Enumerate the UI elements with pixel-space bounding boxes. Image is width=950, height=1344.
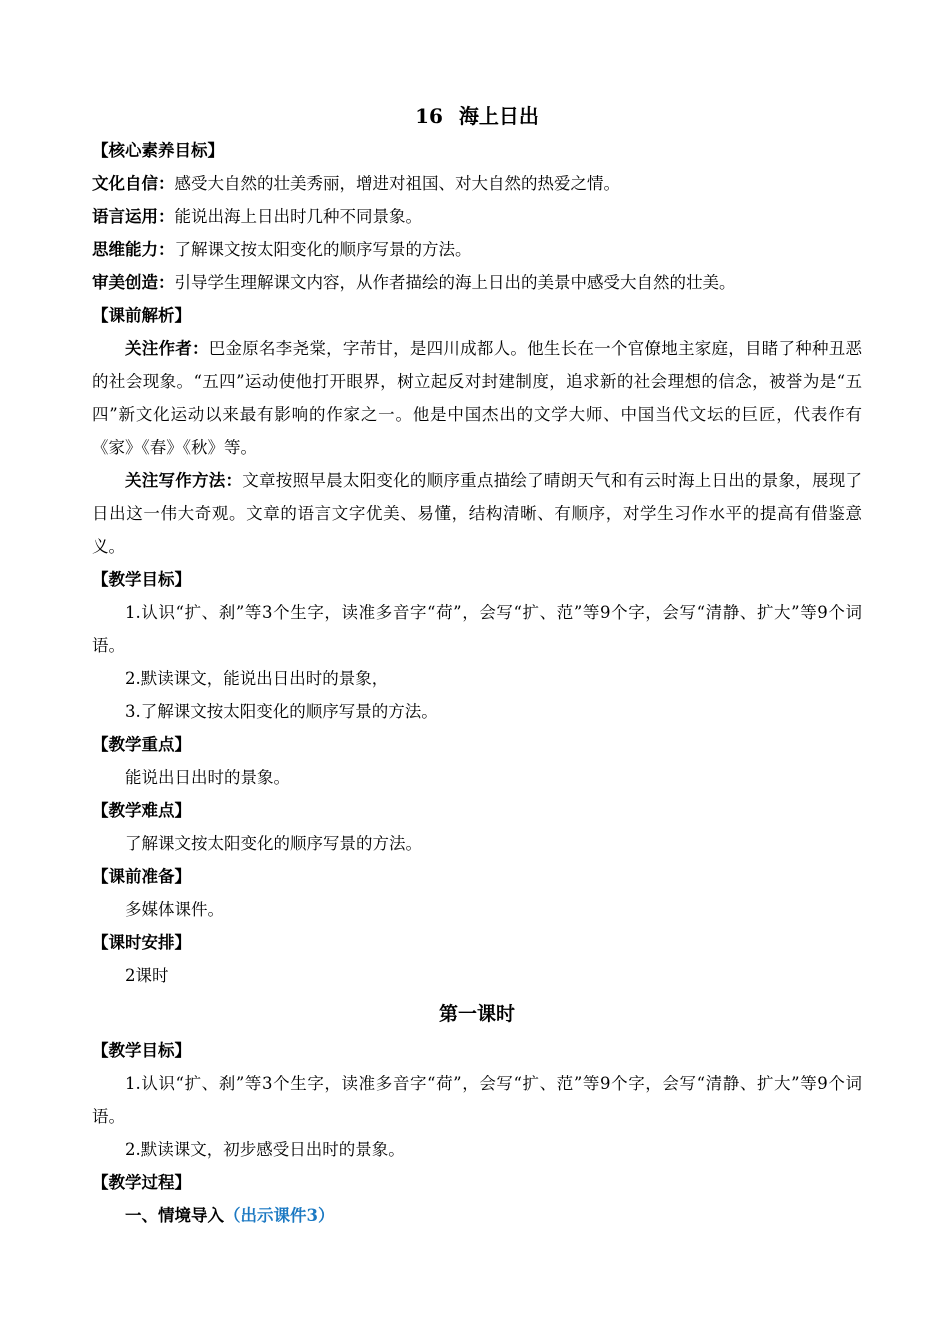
author-paragraph: [92, 332, 862, 464]
lesson1-goal-item: 1.认识“扩、刹”等3个生字，读准多音字“荷”，会写“扩、范”等9个字，会写“清静、扩大”等9个词语。: [92, 1074, 862, 1126]
method-label: 关注写作方法：: [125, 471, 243, 490]
teaching-goals-heading: 【教学目标】: [92, 570, 191, 589]
document-page: [92, 100, 862, 1232]
core-goal-text: 感受大自然的壮美秀丽，增进对祖国、对大自然的热爱之情。: [174, 174, 620, 193]
process-heading: 【教学过程】: [92, 1173, 191, 1192]
analysis-heading: 【课前解析】: [92, 306, 191, 325]
difficulties-text: 了解课文按太阳变化的顺序写景的方法。: [125, 834, 422, 853]
core-goals-heading: 【核心素养目标】: [92, 141, 224, 160]
core-goal-text: 了解课文按太阳变化的顺序写景的方法。: [174, 240, 472, 259]
core-goal-culture: [92, 167, 862, 200]
preparation-text: 多媒体课件。: [125, 900, 224, 919]
teaching-goal-item: 1.认识“扩、刹”等3个生字，读准多音字“荷”，会写“扩、范”等9个字，会写“清静、扩大”等9个词语。: [92, 603, 862, 655]
lesson1-goals-heading: 【教学目标】: [92, 1041, 191, 1060]
core-goal-language: [92, 200, 862, 233]
teaching-goal-item: 3.了解课文按太阳变化的顺序写景的方法。: [125, 702, 438, 721]
core-goal-label: 语言运用：: [92, 207, 175, 226]
method-text: 文章按照早晨太阳变化的顺序重点描绘了晴朗天气和有云时海上日出的景象，展现了日出这一伟大奇观。文章的语言文字优美、易懂，结构清晰、有顺序，对学生习作水平的提高有借鉴意义。: [92, 471, 863, 556]
schedule-heading: 【课时安排】: [92, 933, 191, 952]
difficulties-heading: 【教学难点】: [92, 801, 191, 820]
schedule-text: 2课时: [125, 966, 169, 985]
process-step-1: [92, 1199, 862, 1232]
core-goal-text: 能说出海上日出时几种不同景象。: [174, 207, 422, 226]
lesson1-goal-item: 2.默读课文，初步感受日出时的景象。: [125, 1140, 405, 1159]
key-points-heading: 【教学重点】: [92, 735, 191, 754]
key-points-text: 能说出日出时的景象。: [125, 768, 290, 787]
core-goal-text: 引导学生理解课文内容，从作者描绘的海上日出的美景中感受大自然的壮美。: [174, 273, 736, 292]
teaching-goal-item: 2.默读课文，能说出日出时的景象，: [125, 669, 389, 688]
lesson-title-text: 海上日出: [458, 104, 539, 128]
core-goal-label: 审美创造：: [92, 273, 175, 292]
courseware-note: （出示课件3）: [224, 1206, 335, 1225]
method-paragraph: [92, 464, 862, 563]
preparation-heading: 【课前准备】: [92, 867, 191, 886]
lesson1-title: 第一课时: [438, 1003, 515, 1025]
lesson-number: 16: [415, 104, 443, 128]
core-goal-label: 思维能力：: [92, 240, 175, 259]
author-text: 巴金原名李尧棠，字芾甘，是四川成都人。他生长在一个官僚地主家庭，目睹了种种丑恶的社会现象。“五四”运动使他打开眼界，树立起反对封建制度，追求新的社会理想的信念，被誉为是“五四”新文化运动以来最有影响的作家之一。他是中国杰出的文学大师、中国当代文坛的巨匠，代表作有《家》《春》《秋》等。: [92, 339, 863, 457]
core-goal-thinking: [92, 233, 862, 266]
author-label: 关注作者：: [125, 339, 209, 358]
lesson-title: [92, 100, 862, 132]
core-goal-label: 文化自信：: [92, 174, 175, 193]
process-step-label: 一、情境导入: [125, 1206, 224, 1225]
core-goal-aesthetics: [92, 266, 862, 299]
